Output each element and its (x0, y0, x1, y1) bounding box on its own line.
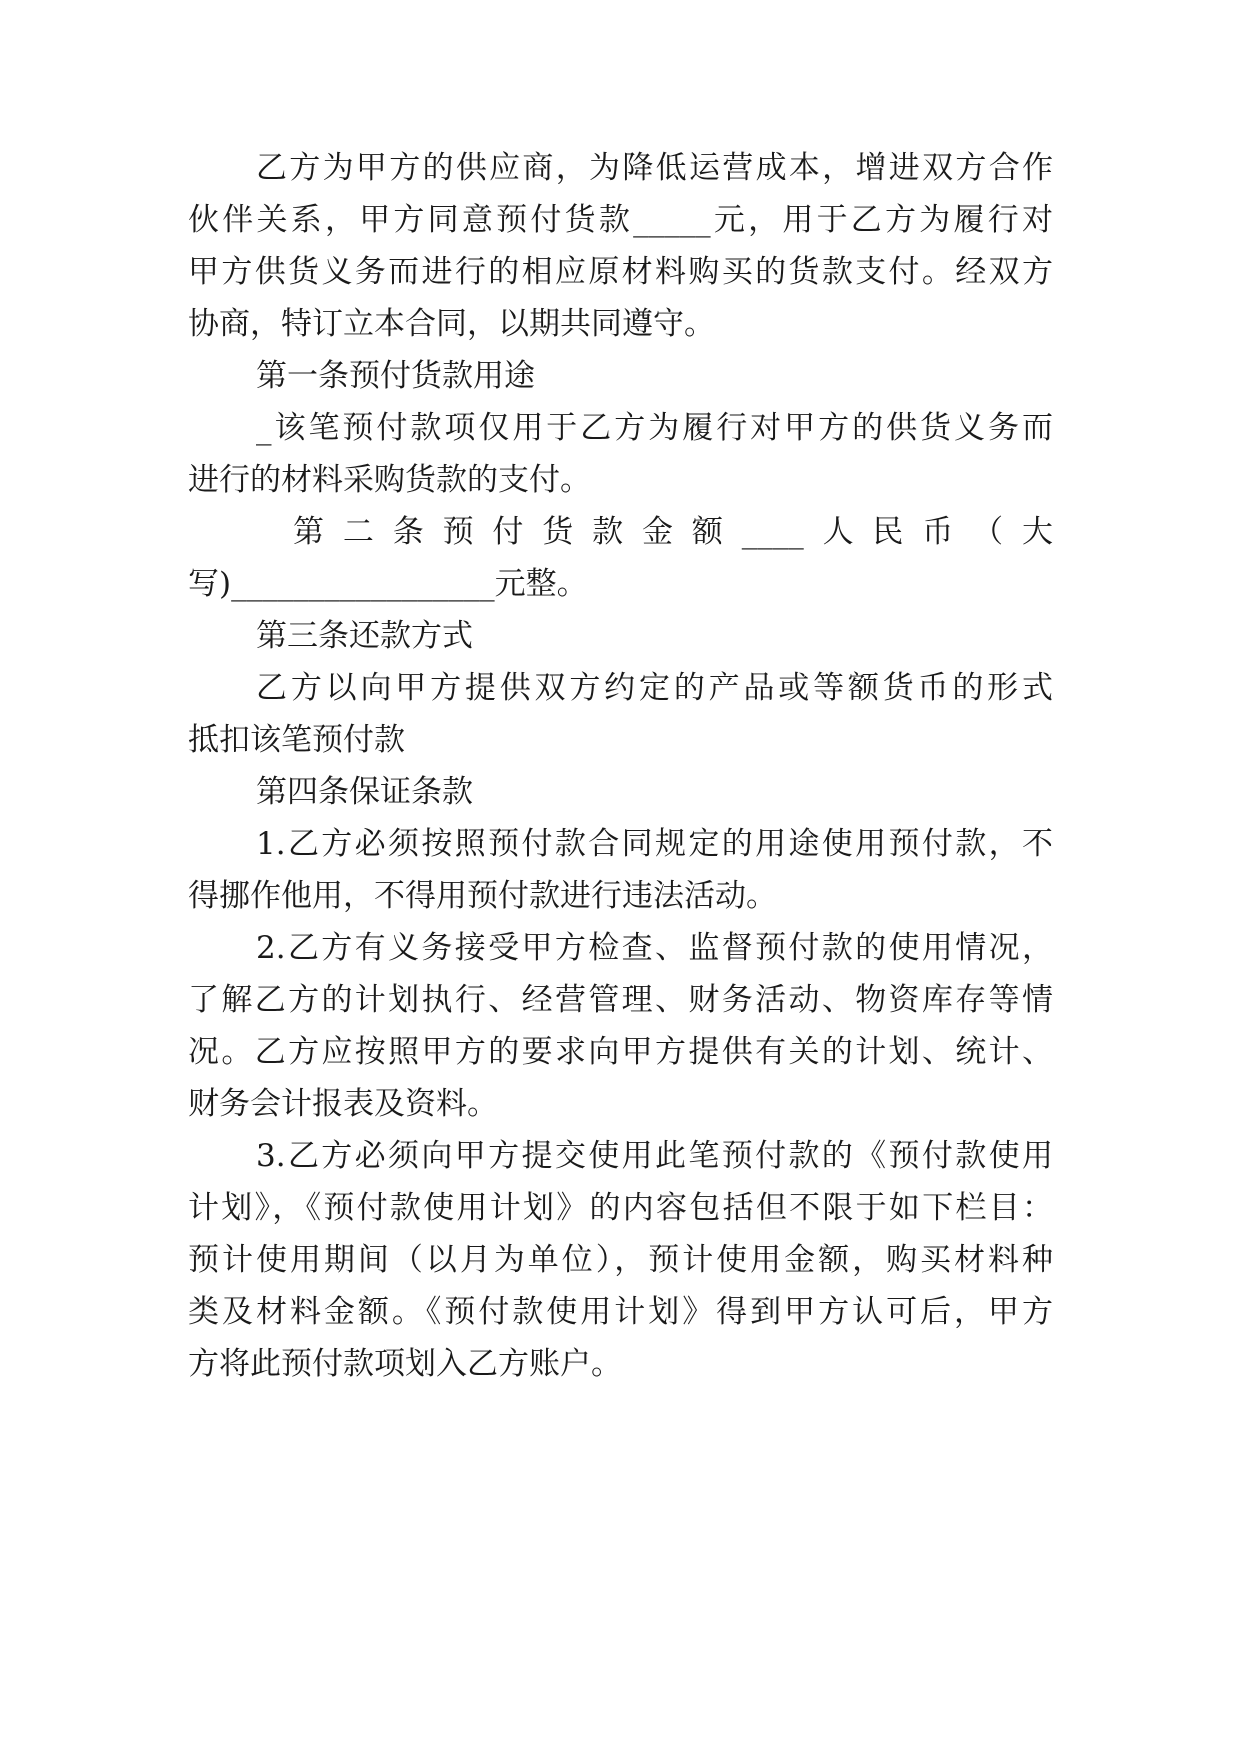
paragraph-line: 了解乙方的计划执行、经营管理、财务活动、物资库存等情 (188, 982, 1053, 1018)
article-heading: 第二条预付货款金额____人民币（大 (293, 514, 1053, 550)
paragraph-line: 抵扣该笔预付款 (188, 722, 405, 758)
paragraph-line: 方将此预付款项划入乙方账户。 (188, 1346, 622, 1382)
paragraph-line: 计划》，《预付款使用计划》的内容包括但不限于如下栏目： (188, 1190, 1053, 1226)
paragraph-line: _该笔预付款项仅用于乙方为履行对甲方的供货义务而 (256, 410, 1053, 446)
paragraph-line: 2.乙方有义务接受甲方检查、监督预付款的使用情况， (256, 930, 1053, 966)
article-heading: 第四条保证条款 (256, 774, 473, 810)
paragraph-line: 写)_________________元整。 (188, 566, 588, 602)
paragraph-line: 类及材料金额。《预付款使用计划》得到甲方认可后，甲方 (188, 1294, 1053, 1330)
paragraph-line: 进行的材料采购货款的支付。 (188, 462, 591, 498)
paragraph-line: 伙伴关系，甲方同意预付货款_____元，用于乙方为履行对 (188, 202, 1053, 238)
paragraph-line: 甲方供货义务而进行的相应原材料购买的货款支付。经双方 (188, 254, 1053, 290)
paragraph-line: 3.乙方必须向甲方提交使用此笔预付款的《预付款使用 (256, 1138, 1053, 1174)
paragraph-line: 得挪作他用，不得用预付款进行违法活动。 (188, 878, 777, 914)
paragraph-line: 协商，特订立本合同，以期共同遵守。 (188, 306, 715, 342)
paragraph-line: 1.乙方必须按照预付款合同规定的用途使用预付款，不 (256, 826, 1053, 862)
paragraph-line: 预计使用期间（以月为单位），预计使用金额，购买材料种 (188, 1242, 1053, 1278)
paragraph-line: 财务会计报表及资料。 (188, 1086, 498, 1122)
paragraph-line: 乙方为甲方的供应商，为降低运营成本，增进双方合作 (256, 150, 1053, 186)
article-heading: 第三条还款方式 (256, 618, 473, 654)
article-heading: 第一条预付货款用途 (256, 358, 535, 394)
paragraph-line: 况。乙方应按照甲方的要求向甲方提供有关的计划、统计、 (188, 1034, 1053, 1070)
paragraph-line: 乙方以向甲方提供双方约定的产品或等额货币的形式 (256, 670, 1053, 706)
